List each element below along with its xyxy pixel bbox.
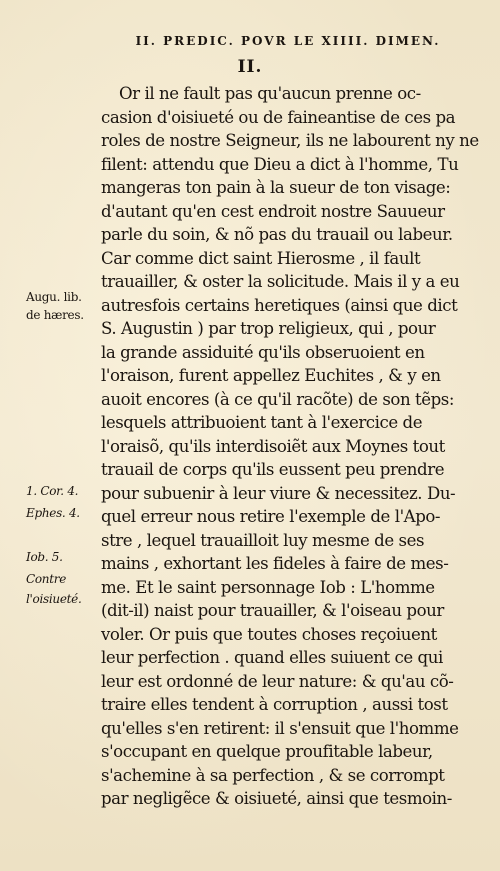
text-line: (dit-il) naist pour trauailler, & l'oiseau pour: [101, 601, 444, 620]
text-line: mains , exhortant les fideles à faire de mes-: [101, 554, 449, 573]
text-line: lesquels attribuoient tant à l'exercice de: [101, 413, 423, 432]
margin-note-oisiuete: l'oisiueté.: [26, 592, 82, 606]
text-line: qu'elles s'en retirent: il s'ensuit que l'homme: [101, 718, 459, 738]
text-line: s'achemine à sa perfection , & se corrompt: [101, 765, 445, 785]
text-line: quel erreur nous retire l'exemple de l'Apo-: [101, 507, 441, 526]
text-line: me. Et le saint personnage Iob : L'homme: [101, 577, 435, 597]
text-line: mangeras ton pain à la sueur de ton visage:: [101, 178, 451, 197]
text-line: parle du soin, & nõ pas du trauail ou labeur.: [101, 225, 453, 244]
text-line: Car comme dict saint Hierosme , il fault: [101, 248, 421, 268]
text-line: S. Augustin ) par trop religieux, qui , pour: [101, 319, 436, 338]
margin-note-corinthians: 1. Cor. 4.: [26, 484, 79, 498]
text-line: s'occupant en quelque proufitable labeur,: [101, 742, 433, 761]
text-line: voler. Or puis que toutes choses reçoiuent: [101, 624, 437, 644]
text-line: l'oraisõ, qu'ils interdisoiẽt aux Moynes tout: [101, 436, 445, 456]
text-line: traire elles tendent à corruption , aussi tost: [101, 695, 448, 714]
text-line: la grande assiduité qu'ils obseruoient en: [101, 342, 425, 362]
text-line: leur perfection . quand elles suiuent ce qui: [101, 648, 443, 667]
text-line: trauailler, & oster la solicitude. Mais il y a eu: [101, 272, 460, 291]
text-line: par negligẽce & oisiueté, ainsi que tesmoin-: [101, 789, 452, 808]
text-line: Or il ne fault pas qu'aucun prenne oc-: [119, 84, 421, 103]
text-line: leur est ordonné de leur nature: & qu'au cõ-: [101, 671, 454, 691]
running-head: II. PREDIC. POVR LE XIIII. DIMEN.: [135, 34, 441, 48]
text-line: roles de nostre Seigneur, ils ne labourent ny ne: [101, 131, 479, 150]
margin-note-ephesians: Ephes. 4.: [26, 506, 80, 520]
margin-note-contre: Contre: [26, 572, 66, 586]
text-line: stre , lequel trauailloit luy mesme de ses: [101, 530, 425, 550]
text-line: autresfois certains heretiques (ainsi que dict: [101, 295, 458, 315]
text-line: trauail de corps qu'ils eussent peu prendre: [101, 460, 445, 479]
text-line: l'oraison, furent appellez Euchites , & y en: [101, 366, 441, 385]
section-number: II.: [237, 57, 263, 77]
margin-note-de-haeresibus: de hæres.: [26, 308, 84, 322]
text-line: pour subuenir à leur viure & necessitez. Du-: [101, 483, 456, 503]
margin-note-augustin-book: Augu. lib.: [26, 290, 82, 304]
text-line: d'autant qu'en cest endroit nostre Sauueur: [101, 201, 445, 221]
margin-note-job: Iob. 5.: [26, 550, 63, 564]
text-line: filent: attendu que Dieu a dict à l'homme, Tu: [101, 154, 459, 174]
text-line: auoit encores (à ce qu'il racõte) de son tẽps:: [101, 389, 454, 409]
body-text: [101, 82, 479, 811]
text-line: casion d'oisiueté ou de faineantise de ces pa: [101, 107, 456, 127]
